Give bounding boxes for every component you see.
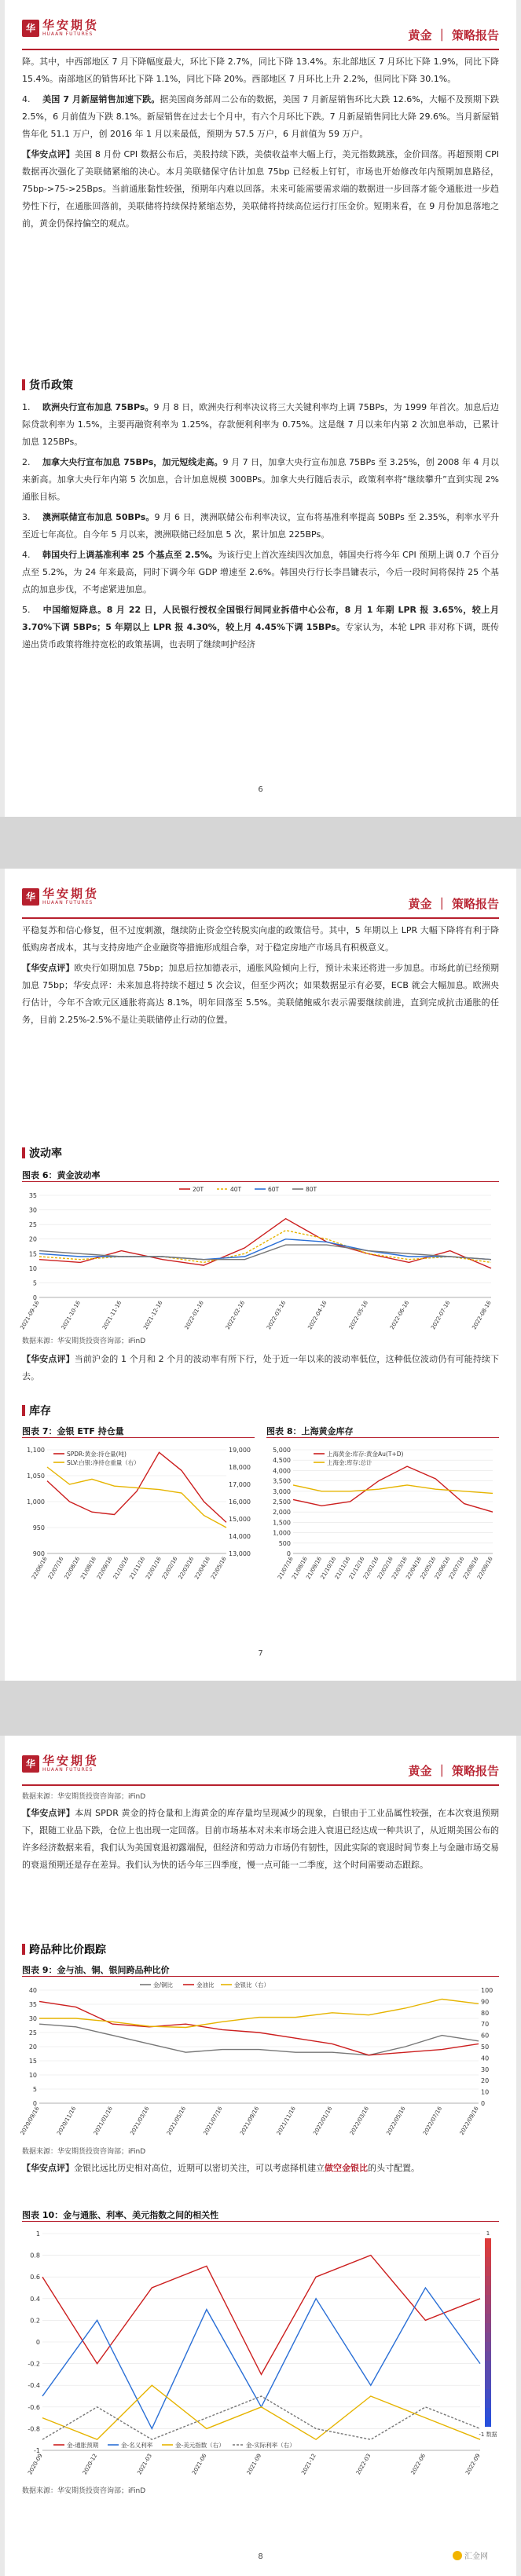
page1-body <box>22 53 499 236</box>
legend-label: SLV:白银:净持仓重量（右） <box>67 1459 140 1466</box>
news-item-4-lead: 美国 7 月新屋销售加速下跌。 <box>42 94 160 104</box>
company-logo <box>22 887 99 906</box>
intro-paragraph: 降。其中，中西部地区 7 月下降幅度最大，环比下降 2.7%，同比下降 13.4%。东北部地区 7 月环比下降 1.9%，同比下降 15.4%。南部地区的销售环比下降 1.1%，同比下降 20%。西部地区 7 月环比上升 2.2%，但同比下降 30.1%。 <box>22 57 499 84</box>
x-tick-label: 22/02/16 <box>160 1556 179 1581</box>
logo-mark-icon: 华 <box>22 888 39 906</box>
figure-6-title: 图表 6：黄金波动率 <box>22 1169 499 1182</box>
report-page-1 <box>5 0 516 817</box>
y-tick-label: 4,500 <box>273 1457 291 1465</box>
legend-label: 金油比 <box>196 1981 215 1989</box>
logo-text-cn: 华安期货 <box>42 887 100 901</box>
y2-tick-label: 15,000 <box>229 1516 251 1523</box>
y-tick-label: 0 <box>286 1550 291 1557</box>
figure-8-inventory-chart <box>266 1439 499 1588</box>
x-tick-label: 22/05/16 <box>210 1556 228 1581</box>
x-tick-label: 22/04/16 <box>405 1556 424 1581</box>
x-tick-label: 22/02/16 <box>376 1556 394 1581</box>
colorbar-step <box>485 2295 491 2304</box>
y-tick-label: 500 <box>278 1539 291 1547</box>
x-tick-label: 2021/05/16 <box>165 2106 188 2136</box>
y-tick-label: 20 <box>28 2044 37 2051</box>
legend-label: 80T <box>306 1186 317 1193</box>
x-tick-label: 22/03/16 <box>177 1556 196 1581</box>
y-tick-label: 0.8 <box>30 2252 40 2259</box>
logo-text-en: HUAAN FUTURES <box>42 1767 94 1773</box>
policy-item-1: 1. 欧洲央行宣布加息 75BPs。9 月 8 日，欧洲央行利率决议将三大关键利率均上调 75BPs，为 1999 年首次。加息后边际贷款利率为 1.5%，主要再融资利率为 1.25%，存款便利利率为 0.75%。这是继 7 月以来年内第 2 次加息举动，已累计加息 125BPs。 <box>22 402 500 447</box>
news-item-4: 4. 美国 7 月新屋销售加速下跌。据美国商务部周二公布的数据，美国 7 月新屋销售环比大跌 12.6%，大幅不及预期下跌 2.5%，6 月前值为下跌 8.1%。新屋销售在过去七个月中，有六个月环比下跌。7 月新屋销售同比大降 29.6%。当月新屋销售年化 51.1 万户，创 2016 年 1 月以来最低，预期为 57.5 万户，6 月前值为 59 万户。 <box>22 94 499 139</box>
review-volatility: 【华安点评】当前沪金的 1 个月和 2 个月的波动率有所下行，处于近一年以来的波动率低位，这种低位波动仍有可能持续下去。 <box>22 1354 499 1381</box>
figure-6-source: 数据来源：华安期货投资咨询部；iFinD <box>22 1337 146 1345</box>
y-tick-label: 0 <box>32 2100 37 2107</box>
logo-text-cn: 华安期货 <box>42 18 100 32</box>
y2-tick-label: 14,000 <box>229 1533 251 1540</box>
colorbar-step <box>485 2342 491 2351</box>
logo-mark-icon: 华 <box>22 1755 39 1773</box>
page-header <box>22 886 499 919</box>
logo-text-cn: 华安期货 <box>42 1754 100 1768</box>
page-header <box>22 1753 499 1786</box>
legend-label: SPDR:黄金:持仓量(吨) <box>67 1451 127 1458</box>
y-tick-label: 0.6 <box>30 2274 40 2281</box>
y-tick-label: 20 <box>28 1235 37 1243</box>
colorbar-step <box>485 2314 491 2323</box>
page-gap <box>0 817 521 869</box>
x-tick-label: 22/07/16 <box>447 1556 466 1581</box>
x-tick-label: 2022-03-16 <box>266 1300 288 1331</box>
y-tick-label: 1,100 <box>27 1447 45 1454</box>
x-tick-label: 2022-04-16 <box>306 1300 328 1331</box>
short-gold-silver-ratio: 做空金银比 <box>325 2163 368 2173</box>
y2-tick-label: 0 <box>481 2100 486 2107</box>
x-tick-label: 2021/01/16 <box>92 2106 114 2136</box>
review-inventory: 【华安点评】本周 SPDR 黄金的持仓量和上海黄金的库存量均呈现减少的现象，白银由于工业品属性较强，在本次衰退预期下，跟随工业品下跌，仓位上也出现一定回落。目前市场基本对未来市场会进入衰退已经达成一种共识了，从近期美国公布的许多经济数据来看，我们认为美国衰退初露端倪，但经济和劳动力市场仍有韧性，因此实际的衰退时间节奏上与金融市场交易的衰退预期还是存在差异。我们认为快的话今年三四季度，慢一点可能一二季度，这个时间需要动态跟踪。 <box>22 1808 500 1870</box>
x-tick-label: 2021/09/16 <box>239 2106 261 2136</box>
x-tick-label: 21/10/16 <box>112 1556 130 1581</box>
legend-label: 金-美元指数（右） <box>175 2442 225 2449</box>
x-tick-label: 2020/09/16 <box>19 2106 41 2136</box>
figure-7-title: 图表 7：金银 ETF 持仓量 <box>22 1425 255 1438</box>
y2-tick-label: 17,000 <box>229 1481 251 1488</box>
x-tick-label: 2021/11/16 <box>275 2106 297 2136</box>
x-tick-label: 2022-09 <box>464 2453 482 2476</box>
figure-8-title: 图表 8：上海黄金库存 <box>266 1425 499 1438</box>
x-tick-label: 22/04/16 <box>193 1556 212 1581</box>
y-tick-label: 15 <box>28 2058 37 2065</box>
figure-10-title: 图表 10：金与通胀、利率、美元指数之间的相关性 <box>22 2208 499 2222</box>
x-tick-label: 21/10/16 <box>319 1556 338 1581</box>
legend-label: 40T <box>230 1186 242 1193</box>
y-tick-label: 4,000 <box>273 1467 291 1475</box>
y-tick-label: -0.8 <box>28 2425 40 2433</box>
colorbar-step <box>485 2417 491 2427</box>
y2-tick-label: 100 <box>481 1987 493 1994</box>
legend-label: 金银比（右） <box>234 1981 270 1989</box>
colorbar-step <box>485 2257 491 2267</box>
x-tick-label: 2022-02-16 <box>224 1300 247 1331</box>
y-tick-label: 5 <box>32 2086 37 2093</box>
y-tick-label: 0.2 <box>30 2317 40 2325</box>
y-tick-label: 2,000 <box>273 1509 291 1517</box>
x-tick-label: 2022-08-16 <box>471 1300 493 1331</box>
y-tick-label: 1,000 <box>27 1498 45 1506</box>
policy-item-2: 2. 加拿大央行宣布加息 75BPs，加元短线走高。9 月 7 日，加拿大央行宣布加息 75BPs 至 3.25%，创 2008 年 4 月以来新高。加拿大央行年内第 5 次加息，合计加息规模 300BPs。加拿大央行随后表示，政策利率将“继续攀升”直到实现 2%通胀目标。 <box>22 457 499 502</box>
logo-mark-icon: 华 <box>22 20 39 37</box>
report-category: 黄金 ｜ 策略报告 <box>408 897 499 911</box>
figure-9-ratio-chart <box>19 1978 499 2142</box>
x-tick-label: 2020-12 <box>81 2453 99 2476</box>
legend-label: 上海黄金:库存:黄金Au(T+D) <box>327 1451 404 1458</box>
colorbar-step <box>485 2238 491 2248</box>
x-tick-label: 2021-11-16 <box>101 1300 123 1331</box>
report-category: 黄金 ｜ 策略报告 <box>408 28 499 42</box>
x-tick-label: 21/07/16 <box>277 1556 295 1581</box>
page2-body <box>22 922 499 1032</box>
x-tick-label: 22/01/16 <box>361 1556 380 1581</box>
colorbar-step <box>485 2389 491 2399</box>
page-gap <box>0 1681 521 1736</box>
y-tick-label: -0.4 <box>28 2382 40 2390</box>
y2-tick-label: 18,000 <box>229 1464 251 1471</box>
legend-label: 金-名义利率 <box>121 2442 153 2449</box>
x-tick-label: 2021-12-16 <box>142 1300 164 1331</box>
y2-tick-label: 60 <box>481 2032 490 2040</box>
x-tick-label: 2022-07-16 <box>430 1300 452 1331</box>
y-tick-label: 15 <box>28 1250 37 1258</box>
colorbar-step <box>485 2351 491 2361</box>
company-logo <box>22 19 99 37</box>
x-tick-label: 2021/03/16 <box>129 2106 151 2136</box>
y-tick-label: 1,050 <box>27 1473 45 1480</box>
y-tick-label: 25 <box>28 1221 37 1229</box>
report-category: 黄金 ｜ 策略报告 <box>408 1764 499 1778</box>
x-tick-label: 21/08/16 <box>79 1556 97 1581</box>
section-title-cross-ratio: 跨品种比价跟踪 <box>22 1941 106 1957</box>
y-tick-label: 30 <box>28 1206 37 1214</box>
x-tick-label: 22/03/16 <box>391 1556 409 1581</box>
y-tick-label: 40 <box>28 1987 37 1994</box>
y2-tick-label: 50 <box>481 2044 490 2051</box>
y-tick-label: 5 <box>32 1279 37 1287</box>
y-tick-label: 3,500 <box>273 1477 291 1485</box>
y-tick-label: 30 <box>28 2015 37 2022</box>
policy-item-5: 5. 中国缩短降息。8 月 22 日，人民银行授权全国银行间同业拆借中心公布，8 月 1 年期 LPR 报 3.65%，较上月 3.70%下调 5BPs；5 年期以上 LPR 报 4.30%，较上月 4.45%下调 15BPs。专家认为，本轮 LPR 非对称下调，既传递出货币政策将维持宽松的政策基调，也表明了继续呵护经济 <box>22 605 499 649</box>
colorbar <box>485 2238 491 2427</box>
y-tick-label: -0.2 <box>28 2360 40 2368</box>
legend-label: 金-通胀预期 <box>67 2442 99 2449</box>
x-tick-label: 2020-09 <box>27 2453 44 2476</box>
y-tick-label: 1,500 <box>273 1519 291 1527</box>
review-paragraph: 【华安点评】欧央行如期加息 75bp；加息后拉加德表示，通胀风险倾向上行，预计未来还将进一步加息。市场此前已经预期加息 75bp；华安点评：未来加息将持续不超过 5 次会议，但至少两次；如果数据显示有必要，ECB 就会大幅加息。欧洲央行估计，今年不含欧元区通胀将高达 8.1%，明年回落至 5.5%。美联储鲍威尔表示需要继续前进，直到完成抗击通胀的任务，目前 2.25%-2.5%不是让美联储停止行动的位置。 <box>22 963 500 1025</box>
legend-label: 金-实际利率（右） <box>246 2442 295 2449</box>
review-paragraph: 【华安点评】美国 8 月份 CPI 数据公布后，美股持续下跌，美债收益率大幅上行，美元指数跳涨，金价回落。再超预期 CPI 数据再次强化了美联储紧缩的决心。本月美联储保守估计加息 75bp 已经板上钉钉，市场也开始修改年内预期加息路径，75bp->75->25Bps。当前通胀黏性较强，预期年内难以回落。未来可能需要需求端的数据进一步回落才能令通胀进一步趋势性下行，在通胀回落前，美联储将持续保持紧缩态势，美联储将持续高位运行打压金价。短期来看，在 9 月份加息落地之前，黄金仍保持偏空的观点。 <box>22 149 499 229</box>
report-page-2 <box>5 869 516 1681</box>
x-tick-label: 22/09/16 <box>95 1556 114 1581</box>
x-tick-label: 21/12/16 <box>347 1556 366 1581</box>
colorbar-step <box>485 2399 491 2408</box>
colorbar-bottom-label: -1 数据 <box>479 2431 497 2438</box>
colorbar-top-label: 1 <box>486 2230 490 2237</box>
y2-tick-label: 70 <box>481 2021 490 2029</box>
x-tick-label: 2021-12 <box>300 2453 317 2476</box>
x-tick-label: 2021-09 <box>245 2453 263 2476</box>
logo-text-en: HUAAN FUTURES <box>42 900 94 906</box>
colorbar-step <box>485 2267 491 2276</box>
figure-10-correlation-chart <box>22 2223 499 2482</box>
x-tick-label: 2022-03 <box>354 2453 372 2476</box>
x-tick-label: 22/07/16 <box>46 1556 65 1581</box>
y-tick-label: 0 <box>35 2339 40 2346</box>
y2-tick-label: 90 <box>481 1998 490 2006</box>
y-tick-label: -0.6 <box>28 2403 40 2411</box>
y-tick-label: 10 <box>28 2072 37 2079</box>
figure-9-title: 图表 9：金与油、铜、银间跨品种比价 <box>22 1963 499 1977</box>
y-tick-label: 0 <box>32 1294 37 1301</box>
x-tick-label: 2020/11/16 <box>56 2106 78 2136</box>
x-tick-label: 2021-10-16 <box>60 1300 83 1331</box>
policy-item-4: 4. 韩国央行上调基准利率 25 个基点至 2.5%。为该行史上首次连续四次加息，韩国央行将今年 CPI 预期上调 0.7 个百分点至 5.2%，为 24 年来最高，同时下调今年 GDP 增速至 2.6%。韩国央行行长李昌镛表示，今后一段时间将保持 25 个基点的加息步伐，不考虑紧进加息。 <box>22 550 499 595</box>
x-tick-label: 2022/03/16 <box>348 2106 370 2136</box>
x-tick-label: 22/05/16 <box>419 1556 438 1581</box>
y2-tick-label: 10 <box>481 2088 490 2096</box>
y-tick-label: 35 <box>28 1192 37 1199</box>
x-tick-label: 2022/01/16 <box>312 2106 334 2136</box>
y-tick-label: 950 <box>32 1524 45 1531</box>
figure-7-8-source: 数据来源：华安期货投资咨询部；iFinD <box>22 1793 146 1801</box>
policy-item-3: 3. 澳洲联储宣布加息 50BPs。9 月 6 日，澳洲联储公布利率决议，宣布将基准利率提高 50BPs 至 2.35%，利率水平升至近七年高位。自今年 5 月以来，澳洲联储已经加息 5 次，累计加息 225BPs。 <box>22 512 499 540</box>
x-tick-label: 21/11/16 <box>128 1556 147 1581</box>
y2-tick-label: 20 <box>481 2077 490 2085</box>
page-number: 7 <box>258 1649 263 1658</box>
y-tick-label: 1,000 <box>273 1529 291 1537</box>
colorbar-step <box>485 2370 491 2380</box>
y2-tick-label: 16,000 <box>229 1498 251 1506</box>
y-tick-label: 5,000 <box>273 1447 291 1454</box>
y-tick-label: -1 <box>34 2447 40 2454</box>
x-tick-label: 2022-06-16 <box>388 1300 411 1331</box>
x-tick-label: 21/11/16 <box>333 1556 352 1581</box>
y2-tick-label: 30 <box>481 2066 490 2073</box>
news-item-4-text: 据美国商务部周二公布的数据，美国 7 月新屋销售环比大跌 12.6%，大幅不及预期下跌 2.5%，6 月前值为下跌 8.1%。新屋销售在过去七个月中，有六个月环比下跌。7 月新屋销售同比大降 29.6%。当月新屋销售年化 51.1 万户，创 2016 年 1 月以来最低，预期为 57.5 万户，6 月前值为 59 万户。 <box>22 94 499 139</box>
policy-list <box>22 399 499 657</box>
x-tick-label: 2022/05/16 <box>385 2106 407 2136</box>
x-tick-label: 2022/07/16 <box>422 2106 444 2136</box>
legend-label: 20T <box>193 1186 204 1193</box>
colorbar-step <box>485 2361 491 2370</box>
x-tick-label: 22/08/16 <box>63 1556 82 1581</box>
y-tick-label: 2,500 <box>273 1498 291 1506</box>
x-tick-label: 2021-09-16 <box>19 1300 41 1331</box>
x-tick-label: 22/06/16 <box>31 1556 49 1581</box>
company-logo <box>22 1755 99 1773</box>
page-number: 8 <box>258 2552 263 2561</box>
y-tick-label: 35 <box>28 2001 37 2008</box>
continued-paragraph: 平稳复苏和信心修复，但不过度刺激，继续防止资金空转脱实向虚的政策信号。其中，5 年期以上 LPR 大幅下降将有利于降低购房者成本，其与支持房地产企业融资等措施形成组合拳，对于稳定房地产市场具有积极意义。 <box>22 925 499 953</box>
y-tick-label: 10 <box>28 1264 37 1272</box>
section-title-inventory: 库存 <box>22 1403 51 1418</box>
review-ratio: 【华安点评】金银比远比历史相对高位，近期可以密切关注，可以考虑择机建立做空金银比的头寸配置。 <box>22 2163 420 2173</box>
colorbar-step <box>485 2285 491 2295</box>
section-title-monetary-policy: 货币政策 <box>22 377 73 393</box>
page-number: 6 <box>258 785 263 794</box>
colorbar-step <box>485 2333 491 2342</box>
x-tick-label: 22/06/16 <box>433 1556 452 1581</box>
x-tick-label: 2022-01-16 <box>183 1300 205 1331</box>
colorbar-step <box>485 2408 491 2417</box>
watermark: 汇金网 <box>453 2549 488 2561</box>
y-tick-label: 900 <box>32 1550 45 1557</box>
x-tick-label: 22/08/16 <box>461 1556 480 1581</box>
figure-9-source: 数据来源：华安期货投资咨询部；iFinD <box>22 2148 146 2156</box>
colorbar-step <box>485 2323 491 2333</box>
legend-label: 60T <box>268 1186 280 1193</box>
x-tick-label: 21/09/16 <box>305 1556 324 1581</box>
watermark-icon <box>453 2551 462 2560</box>
y2-tick-label: 80 <box>481 2009 490 2017</box>
colorbar-step <box>485 2248 491 2257</box>
y2-tick-label: 19,000 <box>229 1447 251 1454</box>
legend-label: 金/铜比 <box>153 1981 174 1989</box>
x-tick-label: 2021-03 <box>136 2453 153 2476</box>
x-tick-label: 22/01/16 <box>145 1556 163 1581</box>
y-tick-label: 0.4 <box>30 2295 40 2303</box>
figure-6-volatility-chart <box>19 1183 499 1332</box>
figure-10-source: 数据来源：华安期货投资咨询部；iFinD <box>22 2487 146 2495</box>
y-tick-label: 25 <box>28 2029 37 2036</box>
x-tick-label: 2021-06 <box>191 2453 208 2476</box>
x-tick-label: 22/09/16 <box>476 1556 494 1581</box>
x-tick-label: 21/08/16 <box>291 1556 309 1581</box>
report-page-3 <box>5 1736 516 2576</box>
y-tick-label: 1 <box>35 2230 40 2238</box>
colorbar-step <box>485 2304 491 2314</box>
colorbar-step <box>485 2276 491 2285</box>
section-title-volatility: 波动率 <box>22 1145 62 1161</box>
x-tick-label: 2022-05-16 <box>347 1300 369 1331</box>
page-header <box>22 17 499 50</box>
x-tick-label: 2021/07/16 <box>202 2106 224 2136</box>
y2-tick-label: 13,000 <box>229 1550 251 1557</box>
figure-7-etf-chart <box>22 1439 255 1588</box>
x-tick-label: 2022-06 <box>409 2453 427 2476</box>
legend-label: 上海金:库存:总计 <box>327 1459 372 1466</box>
logo-text-en: HUAAN FUTURES <box>42 31 94 37</box>
colorbar-step <box>485 2380 491 2389</box>
y-tick-label: 3,000 <box>273 1487 291 1495</box>
y2-tick-label: 40 <box>481 2055 490 2062</box>
x-tick-label: 2022/09/16 <box>458 2106 480 2136</box>
